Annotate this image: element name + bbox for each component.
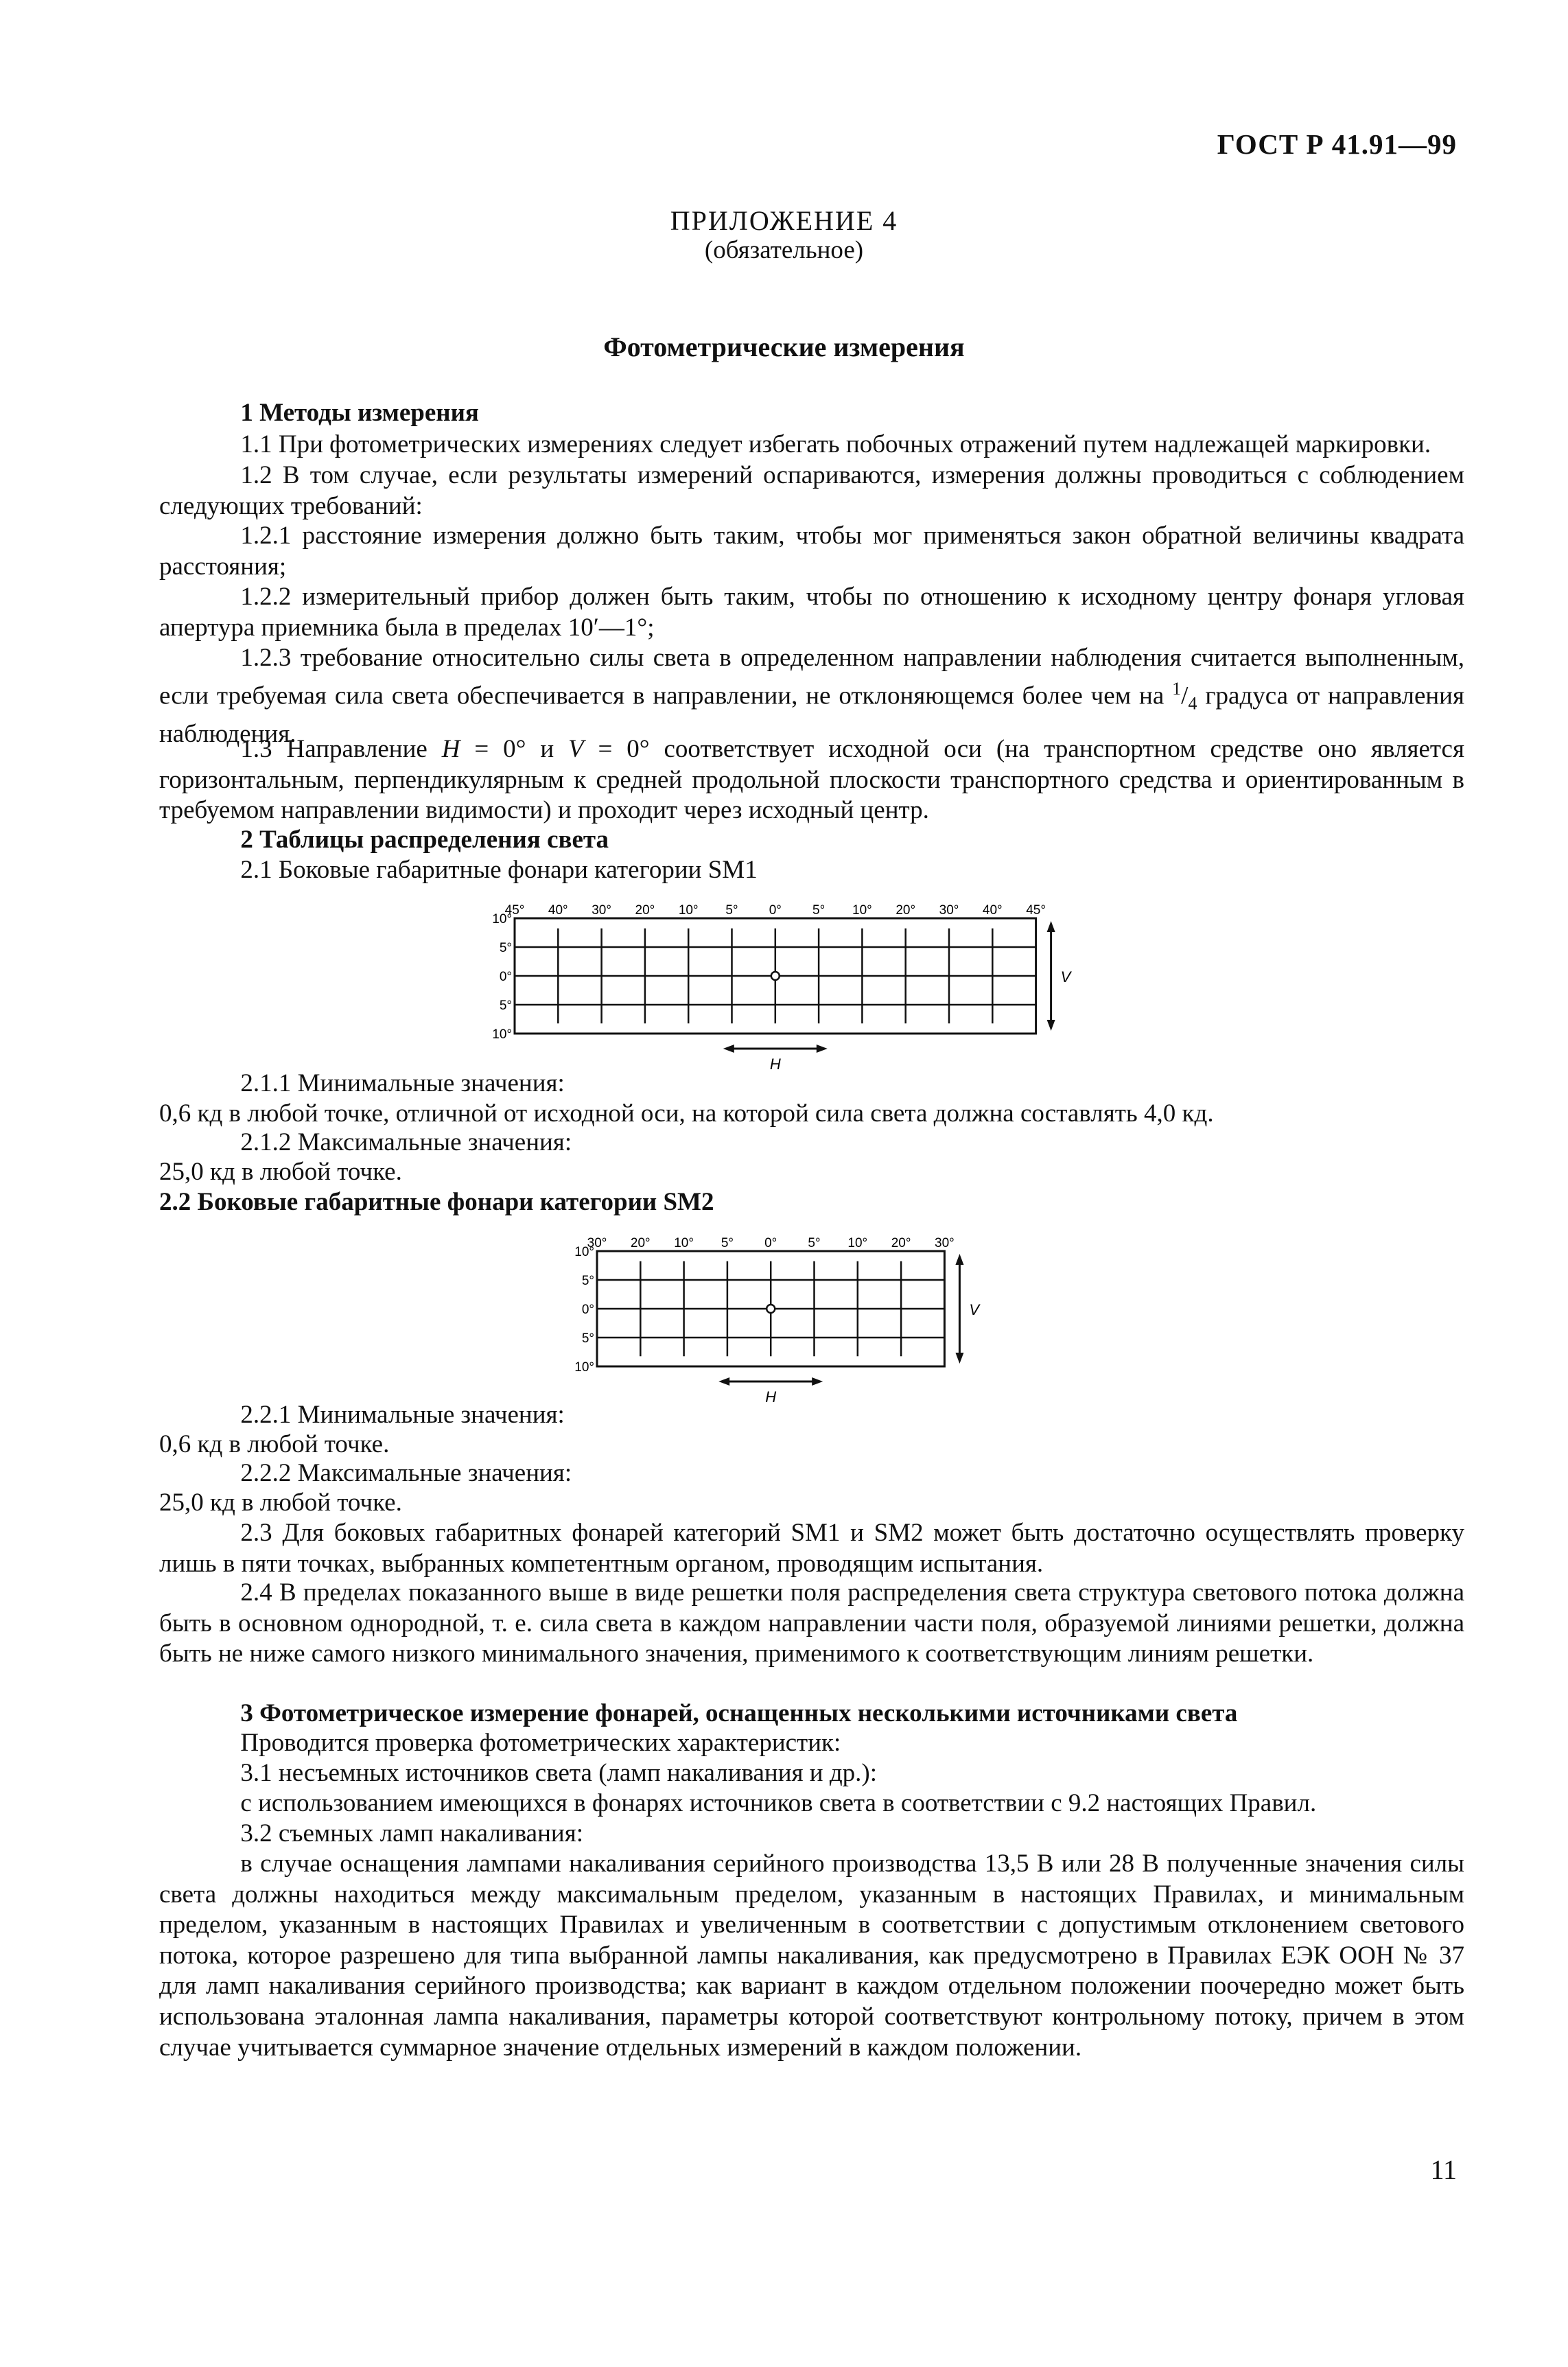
symbol-h: H xyxy=(441,735,460,763)
grid-sm2 xyxy=(574,1236,981,1406)
grid-sm1-h-tick-label: 10° xyxy=(852,903,872,918)
grid-sm2-v-tick-label: 0° xyxy=(581,1303,594,1317)
grid-sm1-h-tick-label: 40° xyxy=(982,903,1003,918)
grid-sm1 xyxy=(492,903,1072,1073)
grid-sm2-h-tick-label: 30° xyxy=(935,1236,955,1250)
paragraph-1-2-2: 1.2.2 измерительный прибор должен быть таким, чтобы по отношению к исходному центру фонаря угловая апертура приемника была в пределах 10′—1°; xyxy=(159,583,1464,642)
paragraph-3-intro: Проводится проверка фотометрических характеристик: xyxy=(240,1729,841,1757)
grid-sm1-h-tick-label: 5° xyxy=(725,903,738,918)
grid-sm2-h-tick-label: 20° xyxy=(630,1236,651,1250)
paragraph-2-1-1: 2.1.1 Минимальные значения: xyxy=(240,1069,565,1097)
heading-tables: 2 Таблицы распределения света xyxy=(240,826,609,854)
grid-sm1-h-tick-label: 10° xyxy=(678,903,699,918)
grid-sm1-h-tick-label: 30° xyxy=(939,903,959,918)
symbol-v: V xyxy=(568,735,584,763)
grid-sm2-v-arrow-head-top xyxy=(955,1254,963,1265)
grid-sm2-h-tick-label: 10° xyxy=(674,1236,694,1250)
grid-sm1-h-axis-label: H xyxy=(769,1056,781,1073)
grid-sm2-v-tick-label: 5° xyxy=(581,1331,594,1346)
grid-sm2-h-arrow-head-right xyxy=(812,1377,823,1386)
paragraph-2-2-1: 2.2.1 Минимальные значения: xyxy=(240,1401,565,1429)
grid-sm2-h-tick-label: 10° xyxy=(847,1236,868,1250)
paragraph-2-1-2-value: 25,0 кд в любой точке. xyxy=(159,1158,402,1186)
fraction-numerator: 1 xyxy=(1172,678,1182,699)
paragraph-1-3-text-a: 1.3 Направление xyxy=(240,735,442,763)
grid-sm2-h-arrow-head-left xyxy=(718,1377,729,1386)
paragraph-1-2-3: 1.2.3 требование относительно силы света в определенном направлении наблюдения считается выполненным, если требуемая сила света обеспечивается в направлении, не отклоняющемся более чем на $^1/_4$ градуса от направления наблюдения. xyxy=(159,644,1464,748)
document-code: ГОСТ Р 41.91—99 xyxy=(1217,128,1457,160)
paragraph-3-2-text: в случае оснащения лампами накаливания серийного производства 13,5 В или 28 В полученные значения силы света должны находиться между максимальным пределом, указанным в настоящих Правилах, и минимальным пределом, указанным в настоящих Правилах и увеличенным в соответствии с допустимым отклонением светового потока, которое разрешено для типа выбранной лампы накаливания, как предусмотрено в Правилах ЕЭК ООН № 37 для ламп накаливания серийного производства; как вариант в каждом отдельном положении поочередно может быть использована эталонная лампа накаливания, параметры которой соответствуют контрольному потоку, причем в этом случае учитывается суммарное значение отдельных измерений в каждом положении. xyxy=(159,1850,1464,2062)
grid-sm1-v-axis-label: V xyxy=(1060,968,1071,986)
grid-sm1-v-tick-label: 10° xyxy=(492,1027,512,1042)
grid-sm1-h-tick-label: 0° xyxy=(769,903,782,918)
paragraph-2-4: 2.4 В пределах показанного выше в виде решетки поля распределения света структура светового потока должна быть в основном однородной, т. е. сила света в каждом направлении части поля, образуемой линиями решетки, должна быть не ниже самого низкого минимального значения, применимого к соответствующим линиям решетки. xyxy=(159,1578,1464,1668)
paragraph-2-1: 2.1 Боковые габаритные фонари категории SM1 xyxy=(240,856,758,884)
grid-sm1-h-tick-label: 45° xyxy=(504,903,525,918)
appendix-subtitle: (обязательное) xyxy=(704,236,864,264)
paragraph-1-3 xyxy=(159,734,1464,826)
paragraph-3-1: 3.1 несъемных источников света (ламп накаливания и др.): xyxy=(240,1759,878,1787)
grid-sm2-h-axis-label: H xyxy=(765,1388,777,1406)
heading-methods: 1 Методы измерения xyxy=(240,399,479,427)
paragraph-1-2-1: 1.2.1 расстояние измерения должно быть таким, чтобы мог применяться закон обратной величины квадрата расстояния; xyxy=(159,522,1464,581)
paragraph-2-2-2: 2.2.2 Максимальные значения: xyxy=(240,1459,572,1487)
grid-sm2-v-tick-label: 10° xyxy=(574,1360,594,1375)
heading-multiple-sources: 3 Фотометрическое измерение фонарей, оснащенных несколькими источниками света xyxy=(240,1699,1238,1727)
paragraph-2-1-1-value: 0,6 кд в любой точке, отличной от исходной оси, на которой сила света должна составлять 4,0 кд. xyxy=(159,1099,1214,1128)
paragraph-1-3-text-c: = 0° соответствует исходной оси (на транспортном средстве оно является горизонтальным, перпендикулярным к средней продольной плоскости транспортного средства и ориентированным в требуемом направлении видимости) и проходит через исходный центр. xyxy=(159,735,1464,825)
paragraph-2-3: 2.3 Для боковых габаритных фонарей категорий SM1 и SM2 может быть достаточно осуществлять проверку лишь в пяти точках, выбранных компетентным органом, проводящим испытания. xyxy=(159,1519,1464,1578)
paragraph-1-2: 1.2 В том случае, если результаты измерений оспариваются, измерения должны проводиться с соблюдением следующих требований: xyxy=(159,461,1464,520)
grid-sm2-origin-point xyxy=(767,1305,775,1313)
grid-sm2-h-tick-label: 5° xyxy=(721,1236,734,1250)
paragraph-2-1-2: 2.1.2 Максимальные значения: xyxy=(240,1128,572,1156)
page-number: 11 xyxy=(1430,2154,1457,2185)
grid-sm2-v-arrow-head-bottom xyxy=(955,1353,963,1364)
grid-sm1-v-tick-label: 0° xyxy=(499,970,512,984)
appendix-title: ПРИЛОЖЕНИЕ 4 xyxy=(670,205,898,236)
grid-sm2-v-tick-label: 10° xyxy=(574,1245,594,1259)
fraction-denominator: 4 xyxy=(1188,693,1197,714)
grid-sm2-v-tick-label: 5° xyxy=(581,1274,594,1288)
grid-sm1-h-tick-label: 30° xyxy=(592,903,611,918)
grid-sm1-origin-point xyxy=(771,972,780,980)
grid-sm2-h-tick-label: 20° xyxy=(891,1236,911,1250)
grid-sm2-h-tick-label: 30° xyxy=(587,1236,607,1250)
grid-sm1-h-arrow-head-right xyxy=(817,1045,828,1053)
paragraph-1-1: 1.1 При фотометрических измерениях следует избегать побочных отражений путем надлежащей маркировки. xyxy=(240,430,1431,458)
grid-sm1-h-arrow-head-left xyxy=(723,1045,734,1053)
paragraph-2-2-1-value: 0,6 кд в любой точке. xyxy=(159,1430,390,1458)
paragraph-2-2: 2.2 Боковые габаритные фонари категории SM2 xyxy=(159,1188,714,1216)
grid-sm1-diagram xyxy=(467,885,1098,1073)
grid-sm2-h-tick-label: 5° xyxy=(808,1236,821,1250)
grid-sm1-h-tick-label: 20° xyxy=(635,903,655,918)
grid-sm1-h-tick-label: 5° xyxy=(812,903,826,918)
paragraph-1-3-text-b: = 0° и xyxy=(460,735,569,763)
paragraph-1-2-3-text-a: 1.2.3 требование относительно силы света в определенном направлении наблюдения считается выполненным, если требуемая сила света обеспечивается в направлении, не отклоняющемся более чем на xyxy=(159,644,1464,710)
grid-sm2-diagram xyxy=(549,1218,1016,1406)
grid-sm2-h-tick-label: 0° xyxy=(764,1236,777,1250)
grid-sm1-h-tick-label: 40° xyxy=(548,903,568,918)
paragraph-2-2-2-value: 25,0 кд в любой точке. xyxy=(159,1489,402,1517)
paragraph-3-1-text: с использованием имеющихся в фонарях источников света в соответствии с 9.2 настоящих Правил. xyxy=(240,1789,1317,1817)
section-title: Фотометрические измерения xyxy=(603,331,965,362)
grid-sm1-v-tick-label: 5° xyxy=(499,999,512,1013)
grid-sm1-v-tick-label: 5° xyxy=(499,941,512,955)
paragraph-3-2: 3.2 съемных ламп накаливания: xyxy=(240,1819,583,1847)
paragraph-1-2-3-text-b: градуса от направления наблюдения. xyxy=(159,681,1464,748)
grid-sm1-v-arrow-head-bottom xyxy=(1047,1020,1055,1031)
grid-sm2-v-axis-label: V xyxy=(969,1301,980,1318)
grid-sm1-h-tick-label: 45° xyxy=(1026,903,1046,918)
grid-sm1-h-tick-label: 20° xyxy=(896,903,916,918)
grid-sm1-v-tick-label: 10° xyxy=(492,912,512,926)
grid-sm1-v-arrow-head-top xyxy=(1047,921,1055,932)
